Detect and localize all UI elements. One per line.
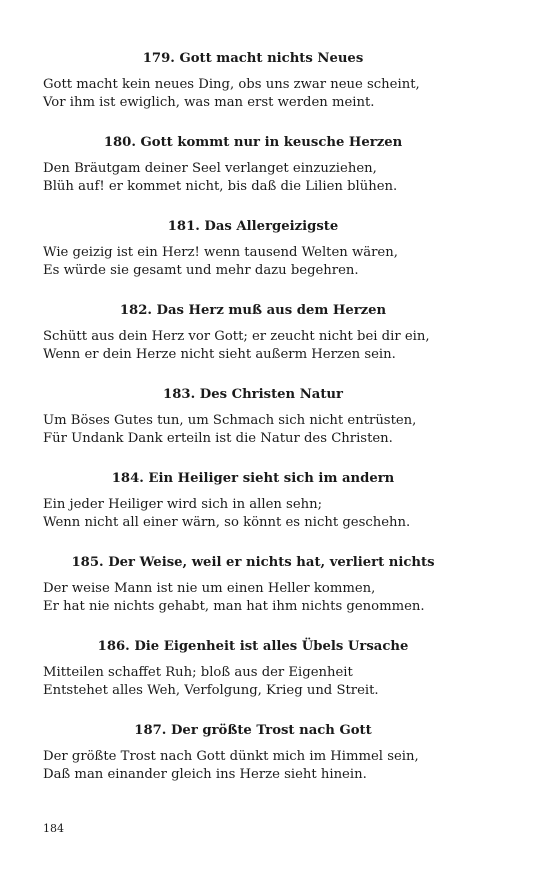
poem-line: Blüh auf! er kommet nicht, bis daß die Lilien blühen.: [43, 179, 398, 194]
poem-line: Wie geizig ist ein Herz! wenn tausend Welten wären,: [43, 245, 398, 260]
poem-title: 180. Gott kommt nur in keusche Herzen: [103, 135, 403, 150]
poem-line: Mitteilen schaffet Ruh; bloß aus der Eigenheit: [43, 665, 353, 680]
poem-line: Wenn er dein Herze nicht sieht außerm Herzen sein.: [43, 347, 396, 362]
poem-line: Gott macht kein neues Ding, obs uns zwar neue scheint,: [43, 77, 420, 92]
poem-line: Es würde sie gesamt und mehr dazu begehren.: [43, 263, 359, 278]
poem-line: Der weise Mann ist nie um einen Heller kommen,: [43, 581, 376, 596]
poem-title: 184. Ein Heiliger sieht sich im andern: [111, 471, 395, 486]
poem-title: 183. Des Christen Natur: [163, 387, 343, 402]
poem-line: Ein jeder Heiliger wird sich in allen sehn;: [43, 497, 323, 512]
poem-line: Entstehet alles Weh, Verfolgung, Krieg und Streit.: [43, 683, 379, 698]
poem-line: Er hat nie nichts gehabt, man hat ihm nichts genommen.: [43, 599, 425, 614]
poem-title: 179. Gott macht nichts Neues: [142, 51, 364, 66]
poem-title: 186. Die Eigenheit ist alles Übels Ursache: [97, 639, 409, 654]
poem-line: Den Bräutgam deiner Seel verlanget einzuziehen,: [43, 161, 377, 176]
poem-line: Der größte Trost nach Gott dünkt mich im Himmel sein,: [43, 749, 419, 764]
poem-title: 182. Das Herz muß aus dem Herzen: [119, 303, 387, 318]
poem-title: 181. Das Allergeizigste: [167, 219, 339, 234]
poem-title: 187. Der größte Trost nach Gott: [134, 723, 372, 738]
poem-line: Schütt aus dein Herz vor Gott; er zeucht nicht bei dir ein,: [43, 329, 430, 344]
poem-line: Um Böses Gutes tun, um Schmach sich nicht entrüsten,: [43, 413, 417, 428]
poem-title: 185. Der Weise, weil er nichts hat, verliert nichts: [71, 555, 435, 570]
poem-line: Vor ihm ist ewiglich, was man erst werden meint.: [43, 95, 375, 110]
poem-line: Wenn nicht all einer wärn, so könnt es nicht geschehn.: [43, 515, 411, 530]
page-number: 184: [43, 822, 64, 835]
poem-line: Für Undank Dank erteiln ist die Natur des Christen.: [43, 431, 393, 446]
poem-line: Daß man einander gleich ins Herze sieht hinein.: [43, 767, 367, 782]
